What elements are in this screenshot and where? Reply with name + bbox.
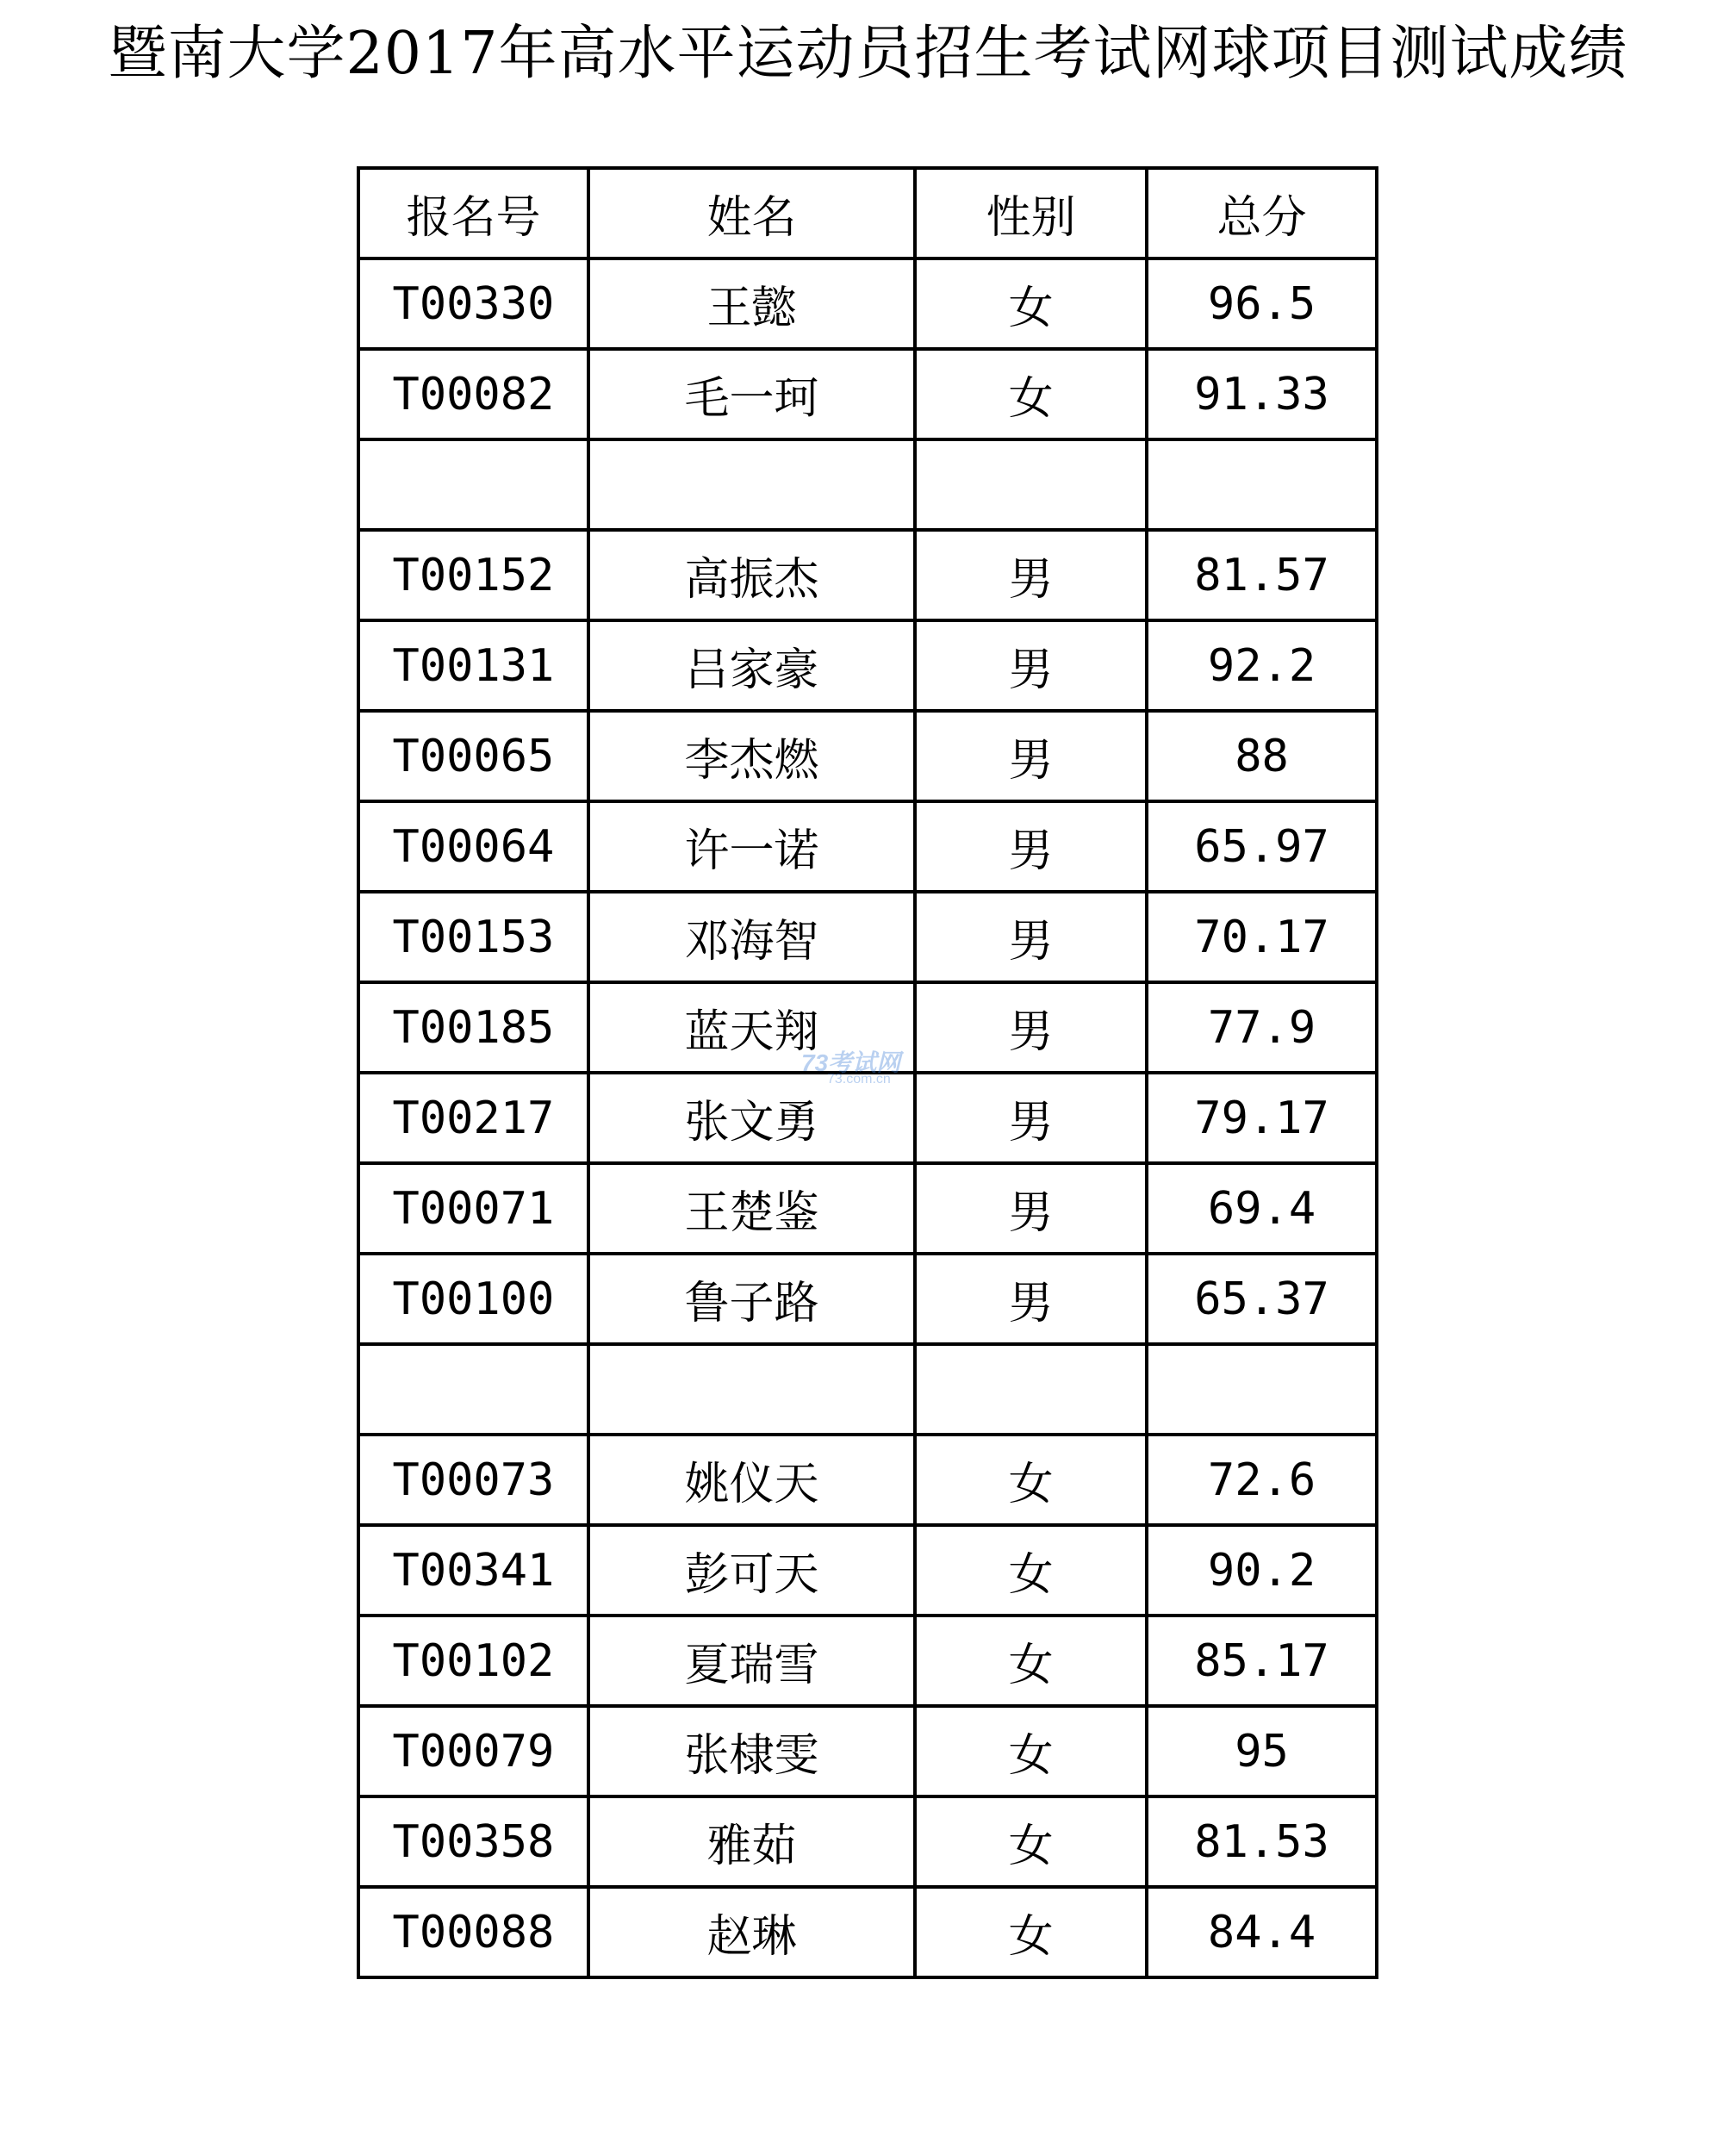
cell-gender: 男	[915, 982, 1147, 1073]
table-row	[358, 1254, 1377, 1344]
table-row	[358, 1887, 1377, 1977]
cell-name: 夏瑞雪	[588, 1616, 915, 1706]
watermark-url: 73.com.cn	[827, 1072, 891, 1086]
cell-gender: 男	[915, 801, 1147, 892]
table-row	[358, 711, 1377, 801]
cell-total-score: 69.4	[1147, 1163, 1377, 1254]
cell-registration-number: T00100	[358, 1254, 588, 1344]
score-table	[357, 166, 1378, 1979]
cell-gender: 男	[915, 530, 1147, 620]
header-name: 姓名	[588, 168, 915, 258]
cell-registration-number: T00079	[358, 1706, 588, 1796]
cell-name: 蓝天翔	[588, 982, 915, 1073]
cell-name: 吕家豪	[588, 620, 915, 711]
cell-registration-number: T00217	[358, 1073, 588, 1163]
table-row	[358, 1796, 1377, 1887]
cell-name: 鲁子路	[588, 1254, 915, 1344]
cell-gender: 女	[915, 1706, 1147, 1796]
cell-name: 王懿	[588, 258, 915, 349]
header-registration-number: 报名号	[358, 168, 588, 258]
cell-registration-number: T00064	[358, 801, 588, 892]
cell-registration-number: T00152	[358, 530, 588, 620]
cell-total-score: 95	[1147, 1706, 1377, 1796]
cell-total-score: 65.97	[1147, 801, 1377, 892]
cell-name: 张文勇	[588, 1073, 915, 1163]
table-row	[358, 1525, 1377, 1616]
cell-total-score: 84.4	[1147, 1887, 1377, 1977]
cell-name: 赵琳	[588, 1887, 915, 1977]
cell-gender: 男	[915, 711, 1147, 801]
cell-gender: 男	[915, 1163, 1147, 1254]
cell-gender	[915, 1344, 1147, 1435]
cell-name: 张棣雯	[588, 1706, 915, 1796]
cell-gender: 女	[915, 1616, 1147, 1706]
cell-name: 王楚鉴	[588, 1163, 915, 1254]
cell-total-score: 65.37	[1147, 1254, 1377, 1344]
cell-registration-number: T00102	[358, 1616, 588, 1706]
cell-name: 许一诺	[588, 801, 915, 892]
table-row	[358, 349, 1377, 439]
page-title: 暨南大学2017年高水平运动员招生考试网球项目测试成绩	[108, 20, 1628, 88]
header-gender: 性别	[915, 168, 1147, 258]
table-row	[358, 1163, 1377, 1254]
table-row	[358, 1706, 1377, 1796]
cell-gender: 女	[915, 1525, 1147, 1616]
cell-registration-number: T00073	[358, 1435, 588, 1525]
table-row	[358, 1616, 1377, 1706]
cell-registration-number: T00358	[358, 1796, 588, 1887]
cell-registration-number: T00330	[358, 258, 588, 349]
table-body	[358, 258, 1377, 1977]
table-row	[358, 530, 1377, 620]
cell-name: 高振杰	[588, 530, 915, 620]
cell-total-score: 88	[1147, 711, 1377, 801]
table-row	[358, 1073, 1377, 1163]
cell-total-score: 70.17	[1147, 892, 1377, 982]
cell-registration-number: T00185	[358, 982, 588, 1073]
table-row	[358, 439, 1377, 530]
cell-registration-number: T00065	[358, 711, 588, 801]
watermark-text: 73考试网	[801, 1049, 901, 1076]
cell-registration-number: T00071	[358, 1163, 588, 1254]
cell-total-score: 90.2	[1147, 1525, 1377, 1616]
cell-gender: 女	[915, 1796, 1147, 1887]
cell-total-score: 79.17	[1147, 1073, 1377, 1163]
cell-registration-number: T00153	[358, 892, 588, 982]
cell-gender: 女	[915, 349, 1147, 439]
cell-registration-number: T00341	[358, 1525, 588, 1616]
cell-name: 姚仪天	[588, 1435, 915, 1525]
cell-gender: 女	[915, 1887, 1147, 1977]
cell-name	[588, 439, 915, 530]
header-total-score: 总分	[1147, 168, 1377, 258]
cell-name: 邓海智	[588, 892, 915, 982]
cell-registration-number	[358, 439, 588, 530]
cell-name: 毛一珂	[588, 349, 915, 439]
table-header-row	[358, 168, 1377, 258]
cell-total-score: 96.5	[1147, 258, 1377, 349]
cell-gender: 男	[915, 1073, 1147, 1163]
table-row	[358, 620, 1377, 711]
cell-registration-number: T00082	[358, 349, 588, 439]
cell-gender: 男	[915, 892, 1147, 982]
cell-gender: 男	[915, 1254, 1147, 1344]
cell-total-score: 81.53	[1147, 1796, 1377, 1887]
cell-gender: 男	[915, 620, 1147, 711]
table-row	[358, 892, 1377, 982]
cell-total-score: 77.9	[1147, 982, 1377, 1073]
table-row	[358, 801, 1377, 892]
cell-registration-number: T00088	[358, 1887, 588, 1977]
cell-total-score	[1147, 439, 1377, 530]
cell-name: 李杰燃	[588, 711, 915, 801]
table-row	[358, 1344, 1377, 1435]
cell-total-score: 72.6	[1147, 1435, 1377, 1525]
cell-registration-number: T00131	[358, 620, 588, 711]
cell-total-score: 91.33	[1147, 349, 1377, 439]
cell-gender	[915, 439, 1147, 530]
cell-name: 雅茹	[588, 1796, 915, 1887]
cell-gender: 女	[915, 258, 1147, 349]
cell-registration-number	[358, 1344, 588, 1435]
table-row	[358, 982, 1377, 1073]
table-row	[358, 258, 1377, 349]
cell-name: 彭可天	[588, 1525, 915, 1616]
cell-name	[588, 1344, 915, 1435]
cell-gender: 女	[915, 1435, 1147, 1525]
cell-total-score	[1147, 1344, 1377, 1435]
cell-total-score: 81.57	[1147, 530, 1377, 620]
cell-total-score: 85.17	[1147, 1616, 1377, 1706]
cell-total-score: 92.2	[1147, 620, 1377, 711]
table-row	[358, 1435, 1377, 1525]
